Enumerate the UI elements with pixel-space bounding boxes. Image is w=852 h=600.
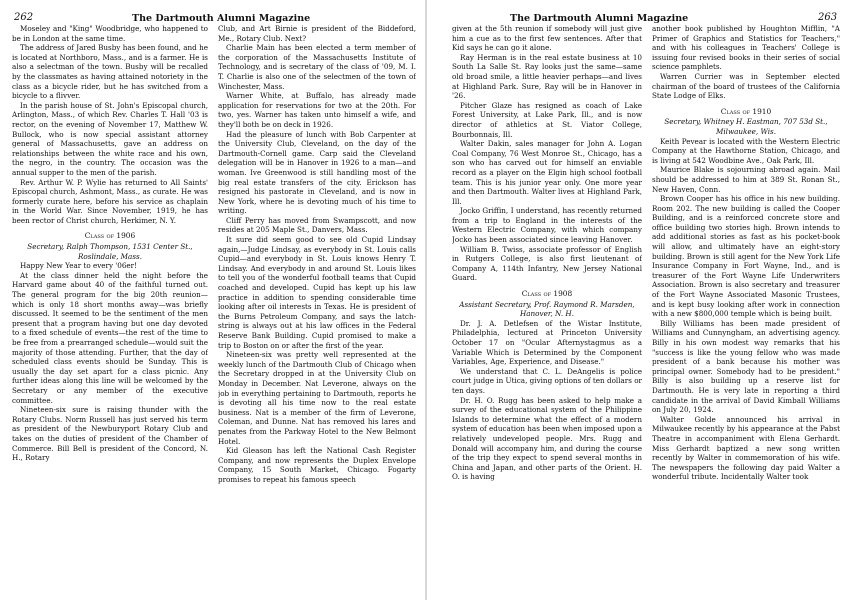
running-header: The Dartmouth Alumni Magazine <box>132 13 311 24</box>
right-page <box>426 0 852 600</box>
paragraph: Ray Herman is in the real estate business at 10 South La Salle St. Ray looks just the same—same old broad smile, a little heavier perhaps—and lives at Highland Park. Sure, Ray will be in Hanover in '26. <box>452 52 642 101</box>
right-column-1 <box>452 24 642 592</box>
class-heading-1910: Class of 1910 <box>720 106 772 116</box>
paragraph: Billy Williams has been made president of Williams and Cunnyngham, an advertising agency. Billy in his own modest way remarks that his "success is like the young fellow who was made president of a bank because his mother was principal owner. Somebody had to be president." Billy is also building up a reserve list for Dartmouth. He is very late in reporting a third candidate in the arrival of David Kimball Williams on July 20, 1924. <box>652 318 840 415</box>
paragraph: Dr. H. O. Rugg has been asked to help make a survey of the educational system of the Philippine Islands to determine what the effect of a modern system of education has been when imposed upon a relatively undeveloped people. Mrs. Rugg and Donald will accompany him, and during the course of the trip they expect to spend several months in China and Japan, and other parts of the Orient. H. O. is having <box>452 395 642 482</box>
left-column-1 <box>12 24 208 592</box>
page-number: 262 <box>14 12 34 23</box>
paragraph: Happy New Year to every '06er! <box>20 261 138 271</box>
paragraph: Jocko Griffin, I understand, has recently returned from a trip to England in the interests of the Western Electric Company, with which company Jocko has been associated since leaving Hanover. <box>452 206 642 245</box>
paragraph: Maurice Blake is sojourning abroad again. Mail should be addressed to him at 389 St. Ronan St., New Haven, Conn. <box>652 165 840 194</box>
paragraph: given at the 5th reunion if somebody will just give him a cue as to the first few sentences. After that Kid says he can go it alone. <box>452 24 642 53</box>
paragraph: Keith Pevear is located with the Western Electric Company at the Hawthorne Station, Chicago, and is living at 542 Woodbine Ave., Oak Park, Ill. <box>652 136 840 165</box>
paragraph: We understand that C. L. DeAngelis is police court judge in Utica, giving options of ten dollars or ten days. <box>452 366 642 395</box>
paragraph: At the class dinner held the night before the Harvard game about 40 of the faithful turned out. The general program for the big 20th reunion—which is only 18 short months away—was briefly discussed. It seemed to be the sentiment of the men present that a program having but one day devoted to a fixed schedule of events—the rest of the time to be free from a prearranged schedule—would suit the majority of those attending. Further, that the day of scheduled class events should be Sunday. This is usually the day set apart for a class picnic. Any further ideas along this line will be welcomed by the Secretary or any member of the executive committee. <box>12 270 208 405</box>
paragraph: Walter Golde announced his arrival in Milwaukee recently by his appearance at the Pabst Theatre in accompaniment with Elena Gerhardt. Miss Gerhardt baptized a new song written recently by Walter in commemoration of his wife. The newspapers the following day paid Walter a wonderful tribute. Incidentally Walter took <box>652 414 840 482</box>
paragraph: Warner White, at Buffalo, has already made application for reservations for two at the 20th. For two, yes. Warner has taken unto himself a wife, and they'll both be on deck in 1926. <box>218 91 416 129</box>
class-heading-1908: Class of 1908 <box>521 289 573 299</box>
class-heading-1906: Class of 1906 <box>84 231 136 241</box>
paragraph: Dr. J. A. Detlefsen of the Wistar Institute, Philadelphia, lectured at Princeton University October 17 on "Ocular Afternystagmus as a Variable Which is Determined by the Component Variables, Age, Experience, and Disease." <box>452 318 642 367</box>
paragraph: Warren Currier was in September elected chairman of the board of trustees of the California State Lodge of Elks. <box>652 71 840 101</box>
right-column-2 <box>652 24 840 592</box>
paragraph: The address of Jared Busby has been found, and he is located at Northboro, Mass., and is a farmer. He is also a selectman of the town. Busby will be recalled by the classmates as having attained notoriety in the class as a bicycle rider, but he has switched from a bicycle to a flivver. <box>12 43 208 101</box>
paragraph: It sure did seem good to see old Cupid Lindsay again,—Judge Lindsay, as everybody in St. Louis calls Cupid—and everybody in St. Louis knows Henry T. Lindsay. And everybody in and around St. Louis likes to tell you of the wonderful football teams that Cupid coached and developed. Cupid has kept up his law practice in addition to spending considerable time looking after oil interests in Texas. He is president of the Burns Petroleum Company, and says the latch-string is always out at his law offices in the Federal Reserve Bank Building. Cupid promised to make a trip to Boston on or after the first of the year. <box>218 235 416 350</box>
paragraph: Pitcher Glaze has resigned as coach of Lake Forest University, at Lake Park, Ill., and is now director of athletics at St. Viator College, Bourbonnais, Ill. <box>452 100 642 139</box>
paragraph: Walter Dakin, sales manager for John A. Logan Coal Company, 76 West Monroe St., Chicago, has a son who has carved out for himself an enviable record as a player on the Elgin high school football team. This is his junior year only. One more year and then Dartmouth. Walter lives at Highland Park, Ill. <box>452 139 642 206</box>
paragraph: Moseley and "King" Woodbridge, who happened to be in London at the same time. <box>12 24 208 43</box>
paragraph: Nineteen-six was pretty well represented at the weekly lunch of the Dartmouth Club of Chicago when the Secretary dropped in at the University Club on Monday in December. Nat Leverone, always on the job in everything pertaining to Dartmouth, reports he is devoting all his time now to the real estate business. Nat is a member of the firm of Leverone, Coleman, and Dunne. Nat has removed his lares and penates from the Parkway Hotel to the New Belmont Hotel. <box>218 350 416 446</box>
class-secretary-1906: Secretary, Ralph Thompson, 1531 Center St., Roslindale, Mass. <box>27 242 193 261</box>
paragraph: Cliff Perry has moved from Swampscott, and now resides at 205 Maple St., Danvers, Mass. <box>218 215 416 235</box>
class-secretary-1910: Secretary, Whitney H. Eastman, 707 53d St., Milwaukee, Wis. <box>664 117 828 136</box>
paragraph: Had the pleasure of lunch with Bob Carpenter at the University Club, Cleveland, on the day of the Dartmouth-Cornell game. Carp said the Cleveland delegation will be in Hanover in 1926 to a man—and woman. Ive Greenwood is still handling most of the big real estate transfers of the city. Erickson has resigned his pastorate in Cleveland, and is now in New York, where he is devoting much of his time to writing. <box>218 129 416 216</box>
paragraph: Kid Gleason has left the National Cash Register Company, and now represents the Duplex Envelope Company, 15 South Market, Chicago. Fogarty promises to repeat his famous speech <box>218 446 416 484</box>
paragraph: Brown Cooper has his office in his new building. Room 202. The new building is called the Cooper Building, and is a reinforced concrete store and office building two stories high. Brown intends to add additional stories as fast as his pocket-book will allow, and ultimately have an eight-story building. Brown is still agent for the New York Life Insurance Company in Fort Wayne, Ind., and is treasurer of the Fort Wayne Life Underwriters Association. Brown is also secretary and treasurer of the Fort Wayne Associated Masonic Trustees, and is kept busy looking after work in connection with a new $800,000 temple which is being built. <box>652 194 840 319</box>
left-column-2 <box>218 24 416 592</box>
page-number: 263 <box>818 12 838 23</box>
paragraph: another book published by Houghton Mifflin, "A Primer of Graphics and Statistics for Teachers," and with his colleagues in Teachers' College is issuing four revised books in their series of social science pamphlets. <box>652 24 840 72</box>
paragraph: In the parish house of St. John's Episcopal church, Arlington, Mass., of which Rev. Charles T. Hall '03 is rector, on the evening of November 17, Matthew W. Bullock, who is now special assistant attorney general of Massachusetts, gave an address on relationships between the white race and his own, the negro, in the country. The occasion was the annual supper to the men of the parish. <box>12 100 208 177</box>
paragraph: Rev. Arthur W. P. Wylie has returned to All Saints' Episcopal church, Ashmont, Mass., as curate. He was formerly curate here, before his service as chaplain in the World War. Since November, 1919, he has been rector of Christ church, Herkimer, N. Y. <box>12 177 208 225</box>
class-secretary-1908: Assistant Secretary, Prof. Raymond R. Marsden, Hanover, N. H. <box>459 299 635 319</box>
paragraph: Nineteen-six sure is raising thunder with the Rotary Clubs. Norm Russell has just served his term as president of the Newburyport Rotary Club and takes on the duties of president of the Chamber of Commerce. Bill Bell is president of the Concord, N. H., Rotary <box>12 405 208 463</box>
paragraph: Charlie Main has been elected a term member of the corporation of the Massachusetts Institute of Technology, and is secretary of the class of '09, M. I. T. Charlie is also one of the selectmen of the town of Winchester, Mass. <box>218 43 416 91</box>
running-header: The Dartmouth Alumni Magazine <box>510 13 689 24</box>
paragraph: Club, and Art Birnie is president of the Biddeford, Me., Rotary Club. Next? <box>218 24 416 43</box>
paragraph: William B. Twiss, associate professor of English in Rutgers College, is also first lieutenant of Company A, 114th Infantry, New Jersey National Guard. <box>452 244 642 283</box>
